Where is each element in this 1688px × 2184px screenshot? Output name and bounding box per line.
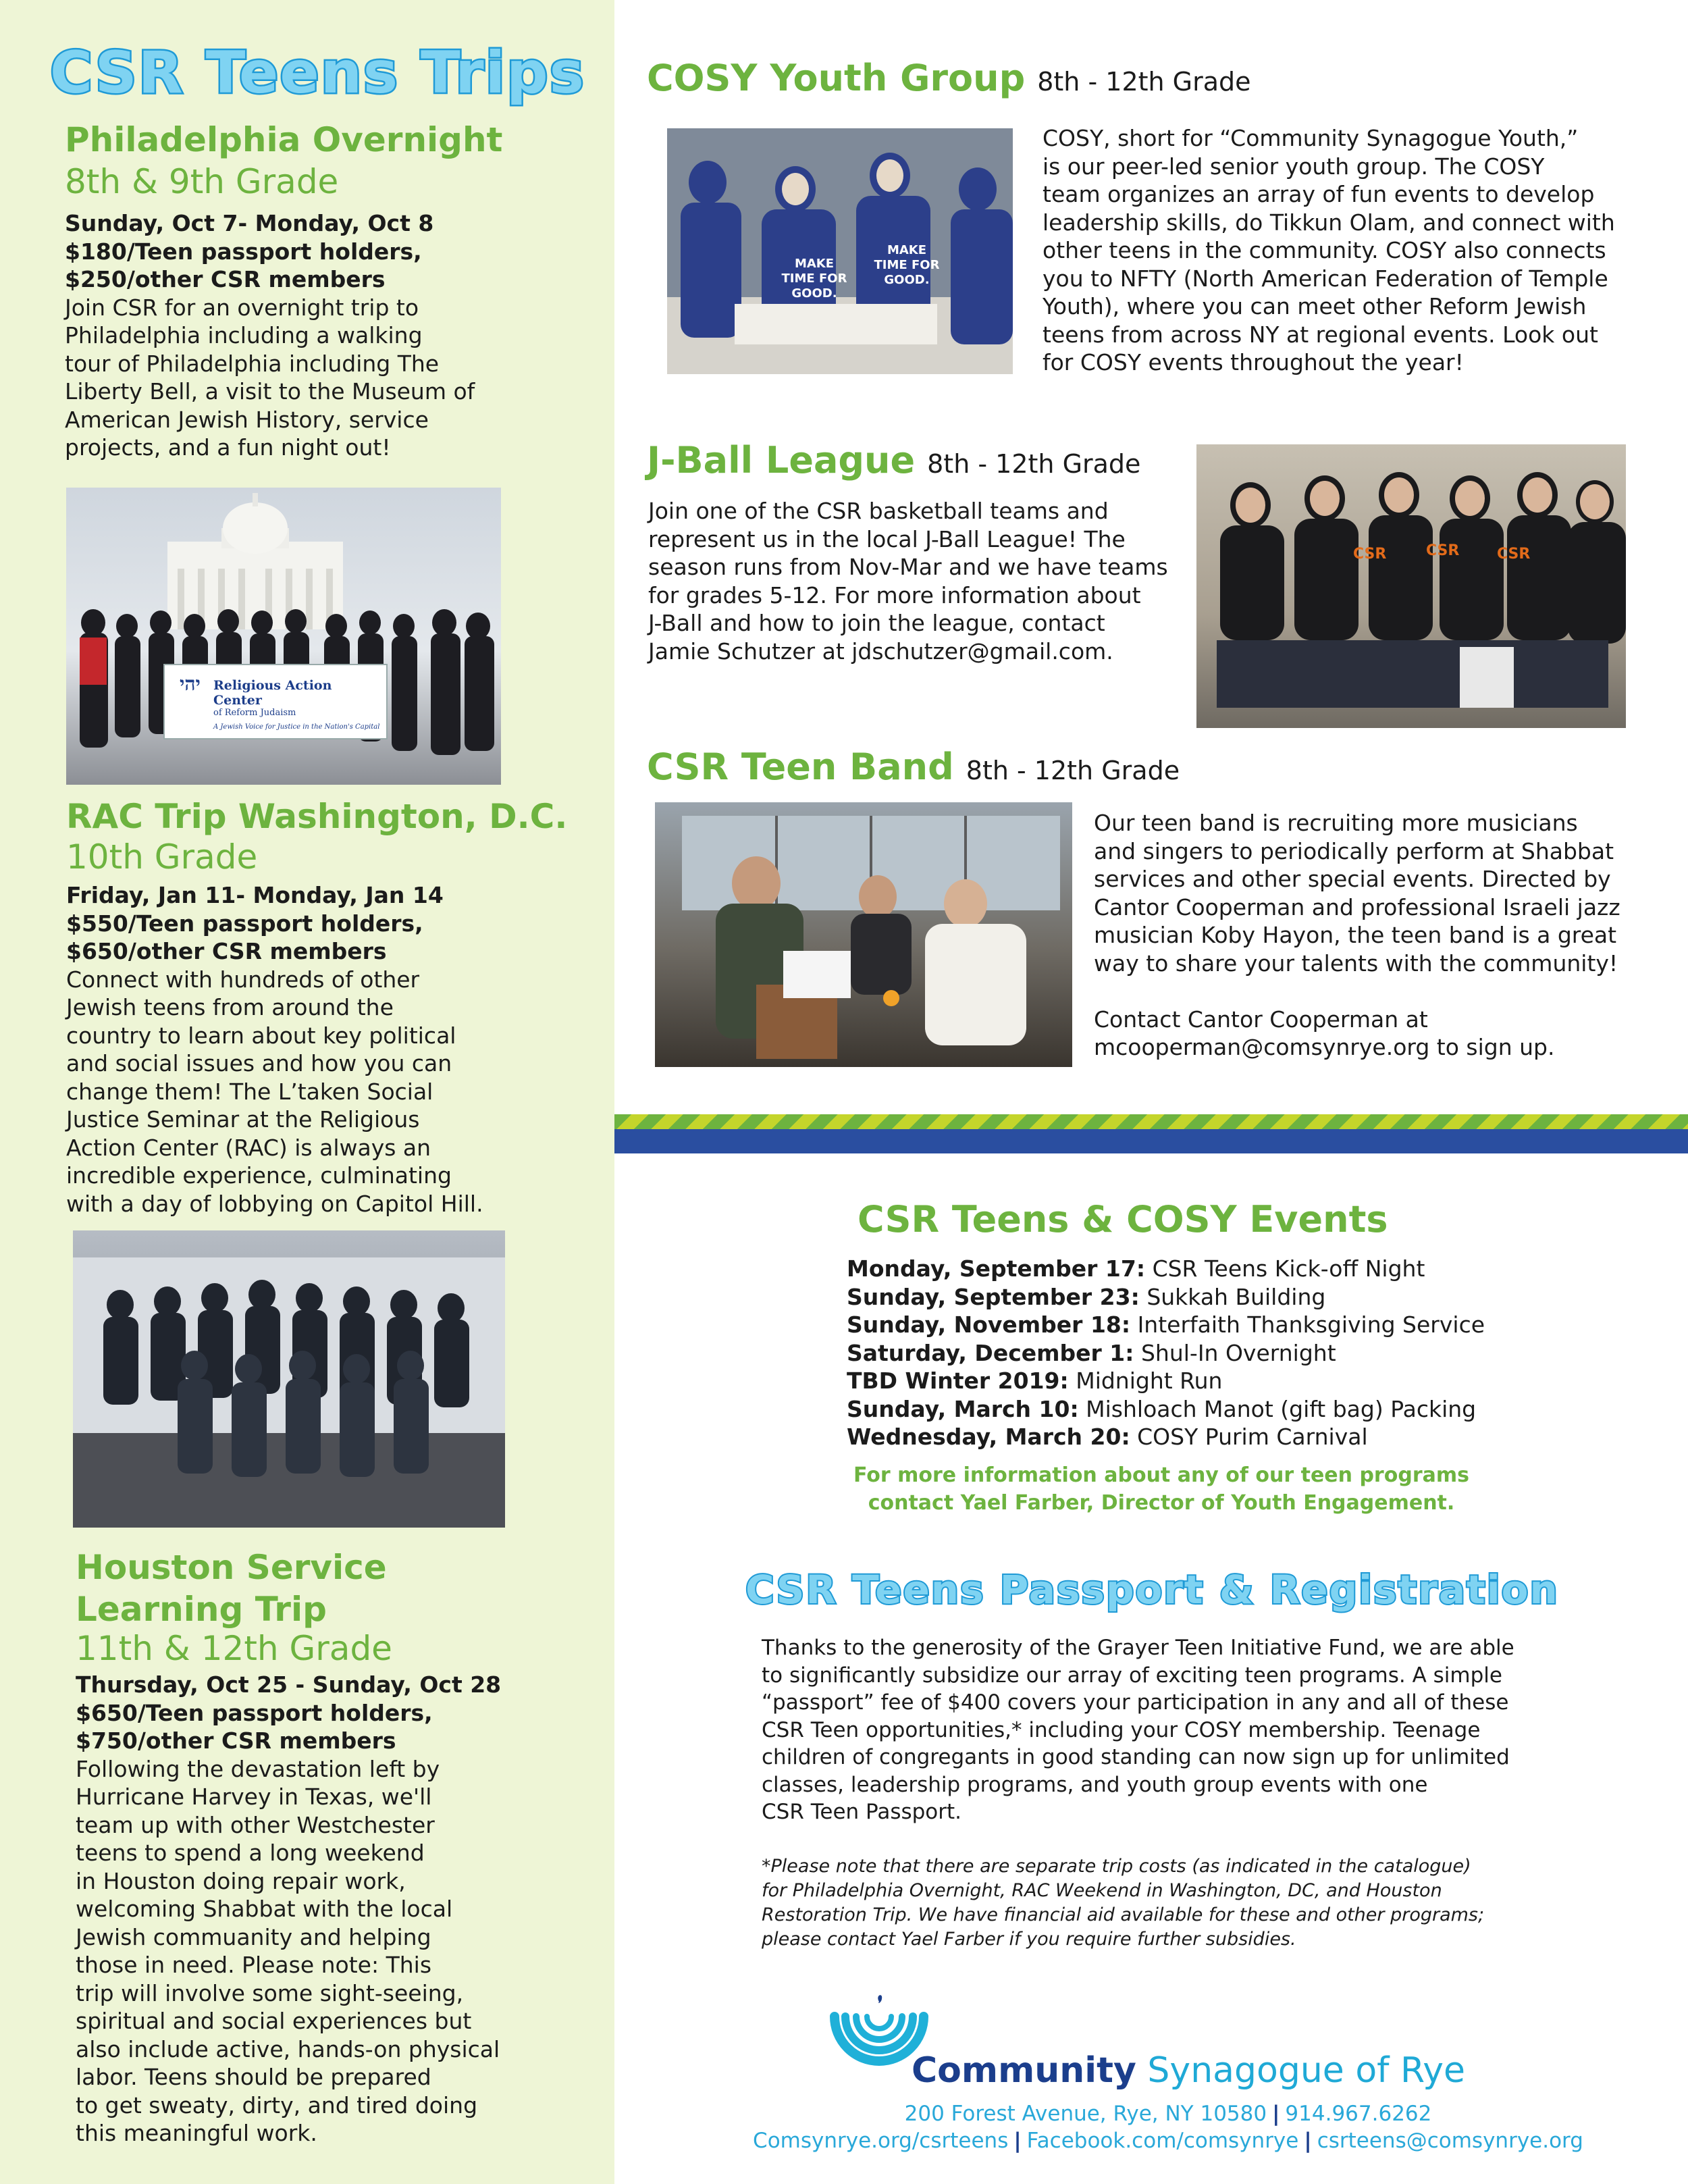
passport-description-line: children of congregants in good standing can now sign up for unlimited <box>762 1745 1510 1769</box>
band-description <box>1094 809 1688 1062</box>
events-info-line: contact Yael Farber, Director of Youth Engagement. <box>868 1491 1455 1515</box>
band-description-line: musician Koby Hayon, the teen band is a great <box>1094 922 1617 948</box>
jball-description <box>648 497 1202 665</box>
events-info <box>837 1461 1485 1517</box>
footer-address: 200 Forest Avenue, Rye, NY 10580 <box>904 2102 1267 2126</box>
trip-philadelphia-grade: 8th & 9th Grade <box>65 162 339 201</box>
trip-houston-title <box>76 1546 387 1630</box>
trip-houston-grade: 11th & 12th Grade <box>76 1629 392 1668</box>
passport-description-line: Thanks to the generosity of the Grayer Teen Initiative Fund, we are able <box>762 1636 1514 1660</box>
jball-description-line: season runs from Nov-Mar and we have teams <box>648 554 1168 580</box>
event-date: Sunday, March 10: <box>847 1395 1079 1422</box>
passport-note-line: for Philadelphia Overnight, RAC Weekend in Washington, DC, and Houston <box>762 1880 1442 1901</box>
trip-description-line: in Houston doing repair work, <box>76 1867 406 1894</box>
footer-separator: | <box>1272 2102 1280 2126</box>
trip-description-line: to get sweaty, dirty, and tired doing <box>76 2091 478 2118</box>
rac-banner-title: Religious Action Center <box>213 678 332 708</box>
trip-houston-title-line: Learning Trip <box>76 1590 327 1629</box>
jball-grade: 8th - 12th Grade <box>927 449 1141 479</box>
trip-description-line: also include active, hands-on physical <box>76 2035 500 2062</box>
cosy-description-line: is our peer-led senior youth group. The COSY <box>1043 153 1545 180</box>
band-description-line: Cantor Cooperman and professional Israeli jazz <box>1094 893 1620 920</box>
band-contact-line: Contact Cantor Cooperman at <box>1094 1006 1428 1033</box>
trip-price-other: $250/other CSR members <box>65 266 386 292</box>
rac-banner-tagline: A Jewish Voice for Justice in the Nation's Capital <box>213 723 380 731</box>
section-divider-stripes <box>614 1114 1688 1129</box>
band-title: CSR Teen Band <box>647 746 954 788</box>
rac-banner-subtitle: of Reform Judaism <box>213 708 296 718</box>
passport-description-line: “passport” fee of $400 covers your participation in any and all of these <box>762 1690 1509 1715</box>
trip-description-line: teens to spend a long weekend <box>76 1840 425 1866</box>
event-name: CSR Teens Kick-off Night <box>1152 1255 1425 1282</box>
svg-text:יהי: יהי <box>180 673 201 695</box>
event-name: Mishloach Manot (gift bag) Packing <box>1086 1395 1477 1422</box>
trip-rac-title: RAC Trip Washington, D.C. <box>66 797 568 836</box>
event-item <box>847 1423 1657 1451</box>
band-description-line: Our teen band is recruiting more musicians <box>1094 810 1578 836</box>
trip-description-line: labor. Teens should be prepared <box>76 2064 431 2090</box>
jball-description-line: J-Ball and how to join the league, contact <box>648 610 1105 636</box>
trip-description-line: trip will involve some sight-seeing, <box>76 1979 464 2006</box>
trip-description-line: with a day of lobbying on Capitol Hill. <box>66 1190 483 1217</box>
cosy-grade: 8th - 12th Grade <box>1037 67 1251 97</box>
trip-philadelphia-title: Philadelphia Overnight <box>65 120 503 159</box>
event-item <box>847 1283 1657 1311</box>
trip-price-other: $650/other CSR members <box>66 938 387 964</box>
houston-group-photo <box>73 1230 505 1528</box>
footer-address-line <box>689 2100 1647 2127</box>
trip-philadelphia-details <box>65 209 605 462</box>
trip-description-line: this meaningful work. <box>76 2120 317 2146</box>
section-divider-bar <box>614 1129 1688 1153</box>
trip-description-line: Action Center (RAC) is always an <box>66 1134 431 1161</box>
passport-note-line: Restoration Trip. We have financial aid available for these and other programs; <box>762 1904 1485 1925</box>
jball-description-line: for grades 5-12. For more information about <box>648 581 1141 608</box>
trip-price-passport: $550/Teen passport holders, <box>66 910 423 937</box>
event-name: Interfaith Thanksgiving Service <box>1137 1311 1485 1338</box>
event-item <box>847 1367 1657 1395</box>
trip-houston-title-line: Houston Service <box>76 1548 387 1587</box>
trip-rac-details <box>66 881 606 1218</box>
jball-description-line: Join one of the CSR basketball teams and <box>648 498 1109 524</box>
trip-description-line: welcoming Shabbat with the local <box>76 1896 453 1922</box>
cosy-description-line: for COSY events throughout the year! <box>1043 349 1464 375</box>
trip-price-passport: $180/Teen passport holders, <box>65 238 422 265</box>
events-list <box>847 1255 1657 1451</box>
band-description-line: and singers to periodically perform at Shabbat <box>1094 837 1614 864</box>
footer-phone: 914.967.6262 <box>1285 2102 1432 2126</box>
event-name: Sukkah Building <box>1146 1283 1326 1310</box>
jball-shirt-text: CSR <box>1353 546 1387 563</box>
event-item <box>847 1395 1657 1424</box>
trip-description-line: change them! The L’taken Social <box>66 1078 433 1105</box>
page-title: CSR Teens Trips <box>50 39 585 107</box>
trip-rac-grade: 10th Grade <box>66 837 258 877</box>
jball-shirt-text: CSR <box>1497 546 1531 563</box>
trip-description-line: incredible experience, culminating <box>66 1162 452 1189</box>
jball-description-line: Jamie Schutzer at jdschutzer@gmail.com. <box>648 638 1113 665</box>
trip-dates: Sunday, Oct 7- Monday, Oct 8 <box>65 210 434 236</box>
trip-description-line: Jewish commuanity and helping <box>76 1923 431 1950</box>
cosy-shirt-text: MAKE TIME FOR GOOD. <box>874 243 940 287</box>
band-grade: 8th - 12th Grade <box>966 756 1180 785</box>
trip-description-line: team up with other Westchester <box>76 1811 435 1838</box>
trip-dates: Thursday, Oct 25 - Sunday, Oct 28 <box>76 1671 502 1698</box>
passport-title: CSR Teens Passport & Registration <box>745 1567 1559 1613</box>
trip-description-line: Connect with hundreds of other <box>66 966 420 993</box>
band-description-line: services and other special events. Directed by <box>1094 866 1611 892</box>
cosy-group-photo <box>667 128 1013 374</box>
footer-email-link[interactable]: csrteens@comsynrye.org <box>1317 2129 1583 2153</box>
trip-description-line: Philadelphia including a walking <box>65 322 423 348</box>
org-name <box>912 2050 1465 2091</box>
event-name: COSY Purim Carnival <box>1137 1424 1368 1450</box>
passport-note <box>762 1854 1666 1952</box>
jball-description-line: represent us in the local J-Ball League! The <box>648 525 1126 552</box>
event-date: Sunday, November 18: <box>847 1311 1131 1338</box>
trip-description-line: Following the devastation left by <box>76 1755 440 1782</box>
rac-banner <box>213 678 382 731</box>
cosy-description-line: you to NFTY (North American Federation of Temple <box>1043 265 1608 292</box>
cosy-description-line: Youth), where you can meet other Reform Jewish <box>1043 293 1587 319</box>
cosy-shirt-text: MAKE TIME FOR GOOD. <box>781 257 847 301</box>
jball-team-photo <box>1196 444 1626 728</box>
cosy-description-line: team organizes an array of fun events to develop <box>1043 181 1595 207</box>
cosy-description-line: teens from across NY at regional events. Look out <box>1043 321 1598 348</box>
trip-description-line: Jewish teens from around the <box>66 994 394 1020</box>
footer-web-link[interactable]: Comsynrye.org/csrteens <box>753 2129 1009 2153</box>
trip-description-line: Join CSR for an overnight trip to <box>65 294 419 321</box>
event-name: Shul-In Overnight <box>1140 1339 1336 1366</box>
passport-description-line: to significantly subsidize our array of exciting teen programs. A simple <box>762 1663 1502 1688</box>
trip-description-line: country to learn about key political <box>66 1022 456 1049</box>
passport-note-line: please contact Yael Farber if you require further subsidies. <box>762 1929 1296 1950</box>
cosy-description <box>1043 124 1677 377</box>
passport-note-line: *Please note that there are separate trip costs (as indicated in the catalogue) <box>762 1856 1471 1877</box>
org-name-bold: Community <box>912 2050 1136 2091</box>
band-section-heading <box>647 746 1180 788</box>
band-description-spacer <box>1094 977 1688 1006</box>
trip-description-line: those in need. Please note: This <box>76 1952 432 1978</box>
event-item <box>847 1311 1657 1339</box>
cosy-description-line: leadership skills, do Tikkun Olam, and connect with <box>1043 209 1615 236</box>
passport-description <box>762 1634 1666 1826</box>
events-info-line: For more information about any of our teen programs <box>853 1463 1469 1487</box>
event-date: Sunday, September 23: <box>847 1283 1140 1310</box>
cosy-description-line: COSY, short for “Community Synagogue Youth,” <box>1043 125 1579 151</box>
trip-dates: Friday, Jan 11- Monday, Jan 14 <box>66 882 444 908</box>
trip-description-line: spiritual and social experiences but <box>76 2008 472 2034</box>
footer-separator: | <box>1304 2129 1312 2153</box>
event-date: TBD Winter 2019: <box>847 1368 1069 1394</box>
trip-description-line: American Jewish History, service <box>65 406 429 433</box>
trip-description-line: projects, and a fun night out! <box>65 434 391 461</box>
band-contact-line: mcooperman@comsynrye.org to sign up. <box>1094 1034 1555 1060</box>
passport-description-line: CSR Teen opportunities,* including your COSY membership. Teenage <box>762 1717 1481 1742</box>
event-item <box>847 1255 1657 1283</box>
footer-links-line <box>689 2127 1647 2154</box>
trip-description-line: Hurricane Harvey in Texas, we'll <box>76 1784 432 1810</box>
passport-description-line: CSR Teen Passport. <box>762 1800 962 1824</box>
cosy-section-heading <box>647 57 1251 99</box>
trip-description-line: Justice Seminar at the Religious <box>66 1106 420 1133</box>
trip-price-other: $750/other CSR members <box>76 1727 396 1754</box>
cosy-description-line: other teens in the community. COSY also connects <box>1043 237 1606 263</box>
event-date: Saturday, December 1: <box>847 1339 1134 1366</box>
events-title: CSR Teens & COSY Events <box>858 1198 1388 1241</box>
trip-description-line: and social issues and how you can <box>66 1050 452 1076</box>
trip-description-line: tour of Philadelphia including The <box>65 350 440 377</box>
cosy-title: COSY Youth Group <box>647 57 1026 99</box>
jball-title: J-Ball League <box>647 439 916 482</box>
footer-facebook-link[interactable]: Facebook.com/comsynrye <box>1026 2129 1299 2153</box>
org-name-rest: Synagogue of Rye <box>1147 2050 1466 2091</box>
event-date: Monday, September 17: <box>847 1255 1146 1282</box>
event-item <box>847 1339 1657 1368</box>
trip-description-line: Liberty Bell, a visit to the Museum of <box>65 378 475 405</box>
event-date: Wednesday, March 20: <box>847 1424 1130 1450</box>
trip-houston-details <box>76 1671 609 2148</box>
capitol-group-photo <box>66 488 501 785</box>
passport-description-line: classes, leadership programs, and youth group events with one <box>762 1772 1428 1797</box>
event-name: Midnight Run <box>1076 1368 1223 1394</box>
jball-section-heading <box>647 439 1140 482</box>
footer-separator: | <box>1013 2129 1022 2153</box>
teen-band-photo <box>655 802 1072 1067</box>
band-description-line: way to share your talents with the community! <box>1094 950 1618 977</box>
jball-shirt-text: CSR <box>1426 542 1460 559</box>
trip-price-passport: $650/Teen passport holders, <box>76 1699 433 1726</box>
